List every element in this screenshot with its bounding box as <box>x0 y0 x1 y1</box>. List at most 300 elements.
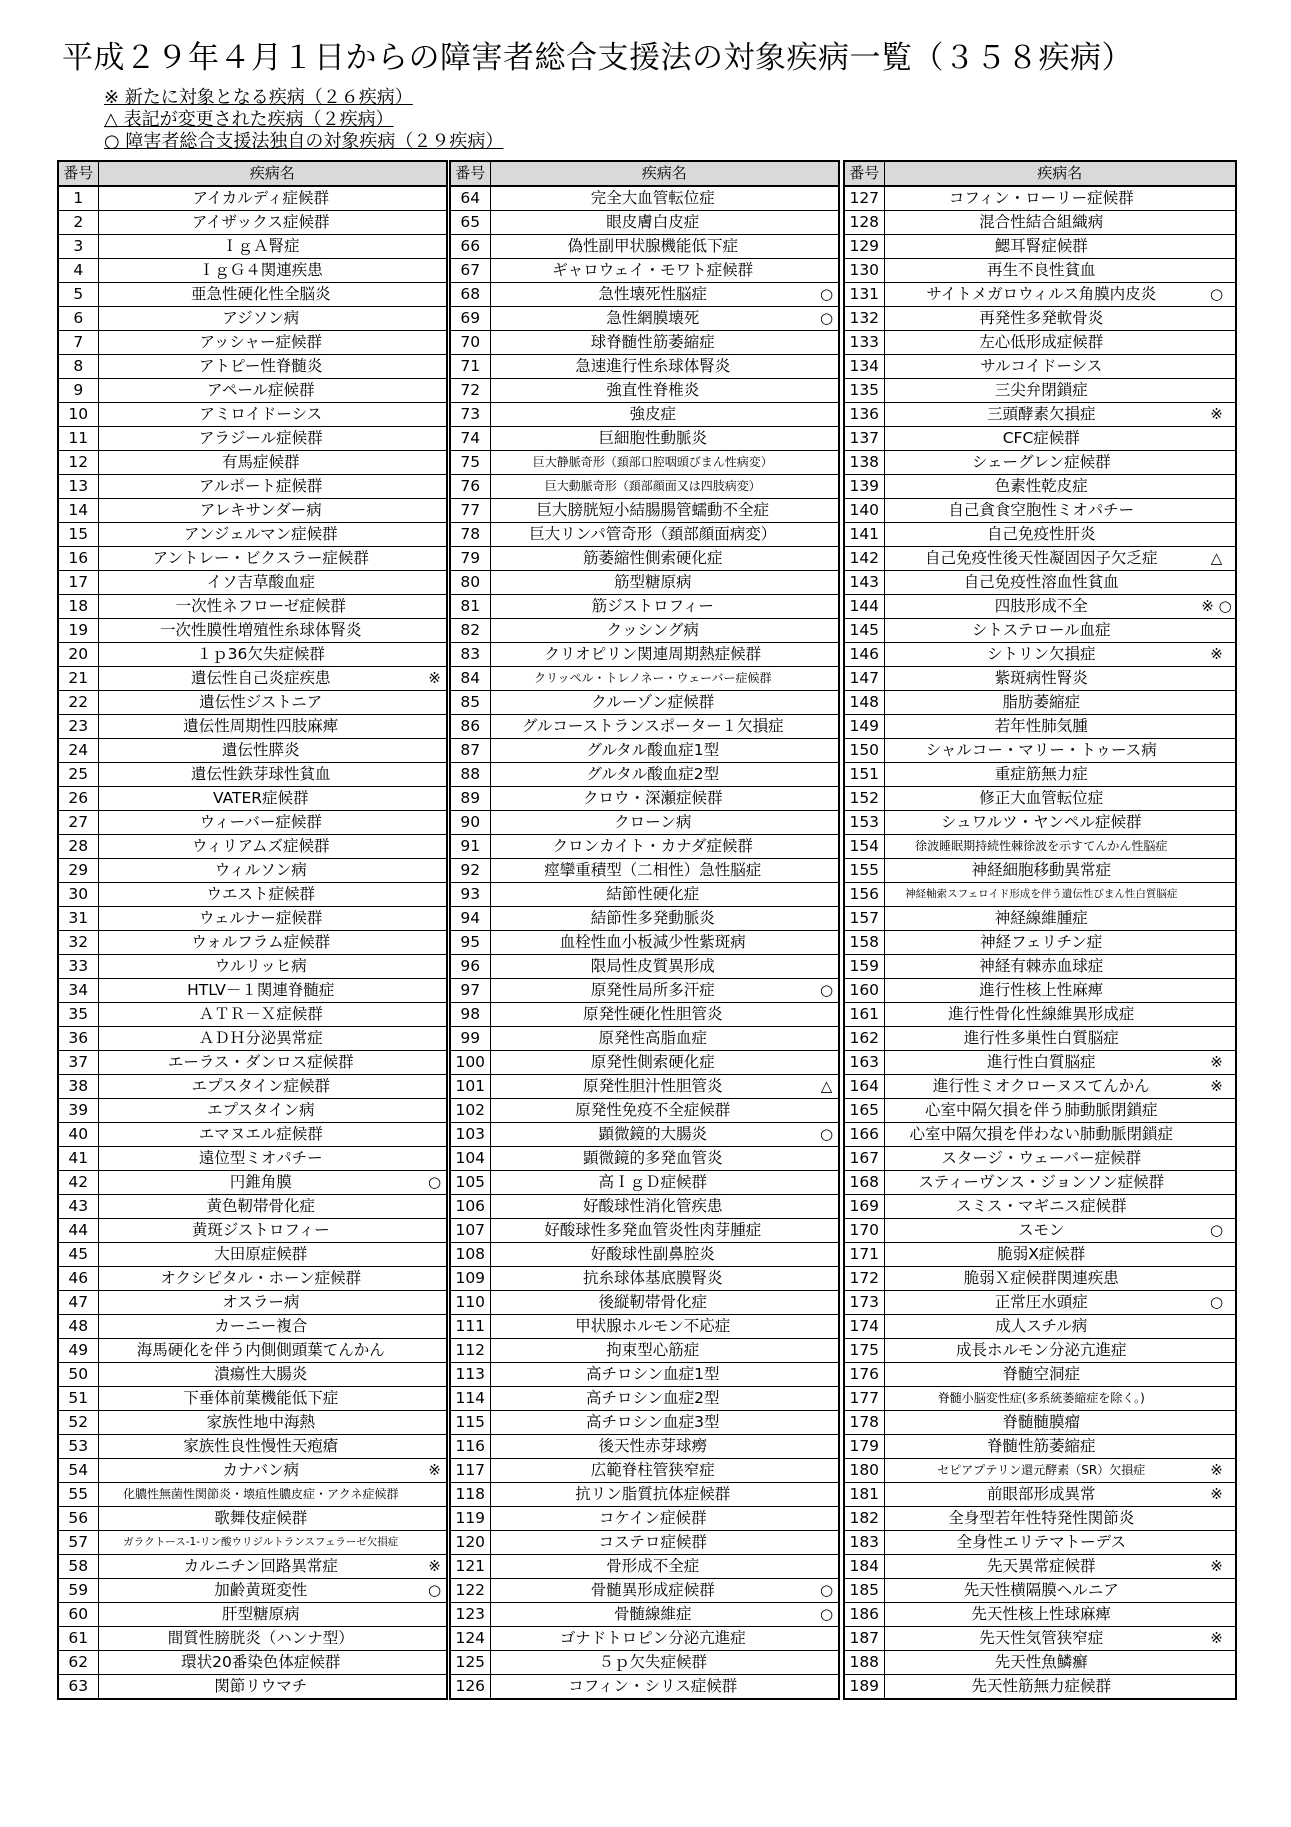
disease-mark <box>815 1387 839 1411</box>
table-row <box>844 1387 1236 1411</box>
table-row <box>58 307 447 331</box>
disease-name: 脂肪萎縮症 <box>884 691 1198 715</box>
disease-name: サルコイドーシス <box>884 355 1198 379</box>
disease-mark <box>423 1675 447 1700</box>
disease-name: ５ｐ欠失症候群 <box>490 1651 815 1675</box>
table-row <box>450 523 839 547</box>
disease-mark <box>815 619 839 643</box>
disease-mark <box>423 1003 447 1027</box>
disease-mark <box>1198 1579 1236 1603</box>
disease-name: 球脊髄性筋萎縮症 <box>490 331 815 355</box>
disease-number: 102 <box>450 1099 490 1123</box>
table-row <box>450 859 839 883</box>
disease-mark <box>423 1507 447 1531</box>
disease-number: 118 <box>450 1483 490 1507</box>
disease-table-2 <box>449 160 840 1700</box>
table-row <box>58 283 447 307</box>
table-row <box>844 619 1236 643</box>
disease-mark <box>1198 1123 1236 1147</box>
table-row <box>58 1291 447 1315</box>
table-row <box>58 1123 447 1147</box>
disease-number: 80 <box>450 571 490 595</box>
disease-name: 好酸球性多発血管炎性肉芽腫症 <box>490 1219 815 1243</box>
disease-number: 159 <box>844 955 884 979</box>
table-row <box>844 1195 1236 1219</box>
disease-mark: ※ <box>1198 643 1236 667</box>
table-row <box>58 1099 447 1123</box>
disease-name: アイカルディ症候群 <box>98 186 423 211</box>
disease-number: 45 <box>58 1243 98 1267</box>
disease-mark <box>1198 955 1236 979</box>
disease-number: 186 <box>844 1603 884 1627</box>
disease-name: クッシング病 <box>490 619 815 643</box>
disease-name: 修正大血管転位症 <box>884 787 1198 811</box>
disease-name: アラジール症候群 <box>98 427 423 451</box>
disease-number: 115 <box>450 1411 490 1435</box>
disease-number: 101 <box>450 1075 490 1099</box>
disease-mark <box>815 1555 839 1579</box>
disease-number: 183 <box>844 1531 884 1555</box>
disease-name: 黄斑ジストロフィー <box>98 1219 423 1243</box>
disease-number: 18 <box>58 595 98 619</box>
table-row <box>844 643 1236 667</box>
disease-mark: ○ <box>815 979 839 1003</box>
disease-name: 偽性副甲状腺機能低下症 <box>490 235 815 259</box>
table-row <box>450 451 839 475</box>
disease-number: 93 <box>450 883 490 907</box>
disease-mark: ※ <box>1198 403 1236 427</box>
disease-name: VATER症候群 <box>98 787 423 811</box>
disease-number: 128 <box>844 211 884 235</box>
table-row <box>58 427 447 451</box>
disease-mark <box>423 739 447 763</box>
disease-number: 104 <box>450 1147 490 1171</box>
table-row <box>844 595 1236 619</box>
table-row <box>844 811 1236 835</box>
disease-name: アミロイドーシス <box>98 403 423 427</box>
disease-name: アレキサンダー病 <box>98 499 423 523</box>
disease-mark <box>423 1147 447 1171</box>
disease-mark <box>1198 739 1236 763</box>
disease-number: 135 <box>844 379 884 403</box>
disease-name: 全身型若年性特発性関節炎 <box>884 1507 1198 1531</box>
disease-mark <box>815 1483 839 1507</box>
disease-name: 後天性赤芽球癆 <box>490 1435 815 1459</box>
disease-number: 54 <box>58 1459 98 1483</box>
disease-name: 自己貪食空胞性ミオパチー <box>884 499 1198 523</box>
disease-number: 63 <box>58 1675 98 1700</box>
disease-name: アンジェルマン症候群 <box>98 523 423 547</box>
table-row <box>58 619 447 643</box>
disease-mark <box>1198 1267 1236 1291</box>
disease-name: カーニー複合 <box>98 1315 423 1339</box>
disease-mark <box>815 883 839 907</box>
disease-number: 49 <box>58 1339 98 1363</box>
disease-number: 158 <box>844 931 884 955</box>
table-row <box>844 1147 1236 1171</box>
table-row <box>844 259 1236 283</box>
disease-number: 91 <box>450 835 490 859</box>
disease-number: 96 <box>450 955 490 979</box>
table-row <box>844 859 1236 883</box>
disease-name: スタージ・ウェーバー症候群 <box>884 1147 1198 1171</box>
table-row <box>450 787 839 811</box>
disease-number: 100 <box>450 1051 490 1075</box>
disease-number: 156 <box>844 883 884 907</box>
table-row <box>844 475 1236 499</box>
disease-number: 8 <box>58 355 98 379</box>
disease-number: 25 <box>58 763 98 787</box>
table-row <box>58 1339 447 1363</box>
disease-mark <box>815 523 839 547</box>
disease-mark <box>815 1099 839 1123</box>
disease-mark <box>1198 571 1236 595</box>
table-row <box>58 811 447 835</box>
disease-name: ゴナドトロピン分泌亢進症 <box>490 1627 815 1651</box>
disease-mark <box>1198 931 1236 955</box>
disease-number: 31 <box>58 907 98 931</box>
disease-number: 36 <box>58 1027 98 1051</box>
disease-mark <box>1198 1339 1236 1363</box>
disease-name: 潰瘍性大腸炎 <box>98 1363 423 1387</box>
disease-number: 40 <box>58 1123 98 1147</box>
disease-mark <box>815 1051 839 1075</box>
disease-number: 82 <box>450 619 490 643</box>
disease-mark <box>423 619 447 643</box>
table-row <box>844 403 1236 427</box>
disease-number: 26 <box>58 787 98 811</box>
disease-name: 下垂体前葉機能低下症 <box>98 1387 423 1411</box>
disease-name: 急速進行性糸球体腎炎 <box>490 355 815 379</box>
disease-number: 142 <box>844 547 884 571</box>
disease-mark <box>1198 835 1236 859</box>
disease-mark <box>423 595 447 619</box>
table-row <box>58 1651 447 1675</box>
disease-mark <box>1198 1099 1236 1123</box>
disease-mark <box>1198 1027 1236 1051</box>
table-row <box>58 1171 447 1195</box>
disease-mark <box>1198 523 1236 547</box>
disease-name: ウィーバー症候群 <box>98 811 423 835</box>
disease-number: 152 <box>844 787 884 811</box>
disease-number: 175 <box>844 1339 884 1363</box>
disease-name: 先天性核上性球麻痺 <box>884 1603 1198 1627</box>
table-row <box>58 907 447 931</box>
disease-name: ウエスト症候群 <box>98 883 423 907</box>
table-row <box>450 1555 839 1579</box>
table-row <box>450 907 839 931</box>
disease-number: 180 <box>844 1459 884 1483</box>
disease-name: 顕微鏡的大腸炎 <box>490 1123 815 1147</box>
disease-name: 甲状腺ホルモン不応症 <box>490 1315 815 1339</box>
disease-name: 眼皮膚白皮症 <box>490 211 815 235</box>
disease-name: アペール症候群 <box>98 379 423 403</box>
table-row <box>58 1219 447 1243</box>
table-row <box>58 979 447 1003</box>
disease-mark <box>815 1267 839 1291</box>
disease-number: 105 <box>450 1171 490 1195</box>
table-row <box>450 979 839 1003</box>
table-row <box>58 1555 447 1579</box>
table-row <box>58 523 447 547</box>
disease-name: 骨髄異形成症候群 <box>490 1579 815 1603</box>
disease-mark <box>423 1627 447 1651</box>
disease-name: 脊髄空洞症 <box>884 1363 1198 1387</box>
table-row <box>844 523 1236 547</box>
disease-name: 心室中隔欠損を伴う肺動脈閉鎖症 <box>884 1099 1198 1123</box>
disease-mark <box>1198 1507 1236 1531</box>
disease-name: 全身性エリテマトーデス <box>884 1531 1198 1555</box>
disease-number: 99 <box>450 1027 490 1051</box>
disease-mark: ○ <box>1198 283 1236 307</box>
disease-number: 85 <box>450 691 490 715</box>
disease-name: 先天性横隔膜ヘルニア <box>884 1579 1198 1603</box>
table-row <box>844 1123 1236 1147</box>
disease-mark <box>815 667 839 691</box>
disease-number: 53 <box>58 1435 98 1459</box>
disease-name: エマヌエル症候群 <box>98 1123 423 1147</box>
disease-number: 181 <box>844 1483 884 1507</box>
disease-name: 遺伝性ジストニア <box>98 691 423 715</box>
disease-name: イソ吉草酸血症 <box>98 571 423 595</box>
disease-name: 自己免疫性肝炎 <box>884 523 1198 547</box>
disease-name: 肝型糖原病 <box>98 1603 423 1627</box>
table-row <box>450 1171 839 1195</box>
disease-name: アジソン病 <box>98 307 423 331</box>
disease-name: コケイン症候群 <box>490 1507 815 1531</box>
disease-number: 87 <box>450 739 490 763</box>
table-row <box>450 1099 839 1123</box>
disease-mark <box>815 1195 839 1219</box>
disease-number: 6 <box>58 307 98 331</box>
disease-number: 13 <box>58 475 98 499</box>
disease-number: 129 <box>844 235 884 259</box>
table-row <box>450 1531 839 1555</box>
table-row <box>58 1675 447 1700</box>
disease-name: 巨大膀胱短小結腸腸管蠕動不全症 <box>490 499 815 523</box>
disease-mark <box>423 523 447 547</box>
disease-mark <box>423 1363 447 1387</box>
table-row <box>58 1627 447 1651</box>
disease-mark <box>423 1099 447 1123</box>
disease-number: 32 <box>58 931 98 955</box>
table-row <box>844 883 1236 907</box>
disease-mark: ○ <box>1198 1291 1236 1315</box>
disease-number: 51 <box>58 1387 98 1411</box>
disease-name: ウェルナー症候群 <box>98 907 423 931</box>
disease-name: 先天性筋無力症候群 <box>884 1675 1198 1700</box>
disease-name: クリオピリン関連周期熱症候群 <box>490 643 815 667</box>
disease-name: 原発性高脂血症 <box>490 1027 815 1051</box>
disease-number: 173 <box>844 1291 884 1315</box>
table-row <box>844 355 1236 379</box>
disease-name: 神経有棘赤血球症 <box>884 955 1198 979</box>
table-row <box>58 1051 447 1075</box>
disease-name: アッシャー症候群 <box>98 331 423 355</box>
disease-number: 125 <box>450 1651 490 1675</box>
disease-mark: ※ <box>1198 1555 1236 1579</box>
disease-number: 117 <box>450 1459 490 1483</box>
disease-mark: ※ <box>423 667 447 691</box>
disease-number: 47 <box>58 1291 98 1315</box>
disease-number: 94 <box>450 907 490 931</box>
disease-mark <box>815 403 839 427</box>
legend-changed: △ 表記が変更された疾病（２疾病） <box>104 109 394 130</box>
disease-mark <box>815 235 839 259</box>
table-row <box>58 475 447 499</box>
disease-name: エプスタイン症候群 <box>98 1075 423 1099</box>
table-row <box>58 1027 447 1051</box>
disease-mark <box>1198 475 1236 499</box>
disease-mark <box>423 1483 447 1507</box>
disease-number: 35 <box>58 1003 98 1027</box>
disease-mark <box>423 835 447 859</box>
table-row <box>58 379 447 403</box>
disease-mark <box>1198 186 1236 211</box>
disease-mark <box>815 1531 839 1555</box>
table-row <box>450 186 839 211</box>
disease-name: シトリン欠損症 <box>884 643 1198 667</box>
disease-name: アトピー性脊髄炎 <box>98 355 423 379</box>
table-row <box>450 739 839 763</box>
disease-number: 12 <box>58 451 98 475</box>
disease-name: 左心低形成症候群 <box>884 331 1198 355</box>
disease-number: 107 <box>450 1219 490 1243</box>
disease-mark <box>423 1267 447 1291</box>
table-row <box>58 715 447 739</box>
disease-number: 39 <box>58 1099 98 1123</box>
table-row <box>844 1315 1236 1339</box>
disease-number: 60 <box>58 1603 98 1627</box>
disease-name: 心室中隔欠損を伴わない肺動脈閉鎖症 <box>884 1123 1198 1147</box>
table-row <box>450 1435 839 1459</box>
disease-name: 紫斑病性腎炎 <box>884 667 1198 691</box>
disease-mark <box>1198 1315 1236 1339</box>
table-row <box>450 355 839 379</box>
disease-name: シュワルツ・ヤンペル症候群 <box>884 811 1198 835</box>
disease-number: 9 <box>58 379 98 403</box>
disease-mark <box>1198 1411 1236 1435</box>
disease-name: 筋ジストロフィー <box>490 595 815 619</box>
disease-name: エーラス・ダンロス症候群 <box>98 1051 423 1075</box>
disease-name: 一次性ネフローゼ症候群 <box>98 595 423 619</box>
disease-name: サイトメガロウィルス角膜内皮炎 <box>884 283 1198 307</box>
table-row <box>450 1123 839 1147</box>
disease-name: 成長ホルモン分泌亢進症 <box>884 1339 1198 1363</box>
disease-name: 脊髄髄膜瘤 <box>884 1411 1198 1435</box>
disease-number: 141 <box>844 523 884 547</box>
disease-number: 111 <box>450 1315 490 1339</box>
disease-number: 145 <box>844 619 884 643</box>
table-row <box>450 811 839 835</box>
table-row <box>58 1195 447 1219</box>
table-row <box>450 931 839 955</box>
table-row <box>58 451 447 475</box>
disease-name: 急性壊死性脳症 <box>490 283 815 307</box>
table-row <box>844 451 1236 475</box>
disease-mark <box>1198 331 1236 355</box>
disease-mark <box>815 691 839 715</box>
disease-number: 90 <box>450 811 490 835</box>
disease-name: スモン <box>884 1219 1198 1243</box>
table-row <box>58 355 447 379</box>
table-row <box>844 1459 1236 1483</box>
disease-name: 再生不良性貧血 <box>884 259 1198 283</box>
disease-name: ウォルフラム症候群 <box>98 931 423 955</box>
disease-number: 120 <box>450 1531 490 1555</box>
disease-name: 拘束型心筋症 <box>490 1339 815 1363</box>
disease-mark <box>1198 811 1236 835</box>
disease-mark <box>1198 979 1236 1003</box>
disease-mark: ○ <box>815 1579 839 1603</box>
table-row <box>450 307 839 331</box>
disease-name: 遺伝性自己炎症疾患 <box>98 667 423 691</box>
table-row <box>450 955 839 979</box>
disease-name: 進行性骨化性線維異形成症 <box>884 1003 1198 1027</box>
disease-name: 海馬硬化を伴う内側側頭葉てんかん <box>98 1339 423 1363</box>
disease-number: 15 <box>58 523 98 547</box>
disease-mark <box>423 571 447 595</box>
disease-name: 先天異常症候群 <box>884 1555 1198 1579</box>
disease-name: 先天性魚鱗癬 <box>884 1651 1198 1675</box>
disease-mark <box>1198 859 1236 883</box>
disease-mark <box>815 1339 839 1363</box>
disease-number: 109 <box>450 1267 490 1291</box>
disease-name: クルーゾン症候群 <box>490 691 815 715</box>
disease-number: 114 <box>450 1387 490 1411</box>
disease-mark <box>1198 667 1236 691</box>
disease-mark <box>815 835 839 859</box>
disease-number: 110 <box>450 1291 490 1315</box>
table-row <box>844 235 1236 259</box>
table-row <box>58 1267 447 1291</box>
disease-name: CFC症候群 <box>884 427 1198 451</box>
disease-mark <box>1198 1435 1236 1459</box>
table-row <box>450 595 839 619</box>
disease-number: 119 <box>450 1507 490 1531</box>
table-row <box>844 1507 1236 1531</box>
disease-name: 急性網膜壊死 <box>490 307 815 331</box>
disease-name: 巨細胞性動脈炎 <box>490 427 815 451</box>
table-row <box>844 1435 1236 1459</box>
disease-number: 137 <box>844 427 884 451</box>
disease-name: 脊髄性筋萎縮症 <box>884 1435 1198 1459</box>
disease-mark <box>1198 1363 1236 1387</box>
disease-name: 巨大動脈奇形（頚部顔面又は四肢病変） <box>490 475 815 499</box>
disease-mark <box>1198 355 1236 379</box>
table-row <box>450 1003 839 1027</box>
table-row <box>450 1219 839 1243</box>
disease-mark <box>815 643 839 667</box>
disease-number: 170 <box>844 1219 884 1243</box>
table-row <box>844 955 1236 979</box>
disease-number: 116 <box>450 1435 490 1459</box>
disease-mark <box>815 1507 839 1531</box>
disease-number: 176 <box>844 1363 884 1387</box>
disease-number: 46 <box>58 1267 98 1291</box>
table-row <box>844 1555 1236 1579</box>
disease-mark: ※ <box>1198 1051 1236 1075</box>
disease-mark <box>423 307 447 331</box>
disease-number: 184 <box>844 1555 884 1579</box>
table-row <box>844 1099 1236 1123</box>
disease-number: 21 <box>58 667 98 691</box>
disease-number: 112 <box>450 1339 490 1363</box>
disease-name: アントレー・ビクスラー症候群 <box>98 547 423 571</box>
disease-number: 98 <box>450 1003 490 1027</box>
disease-mark <box>423 1315 447 1339</box>
disease-number: 89 <box>450 787 490 811</box>
